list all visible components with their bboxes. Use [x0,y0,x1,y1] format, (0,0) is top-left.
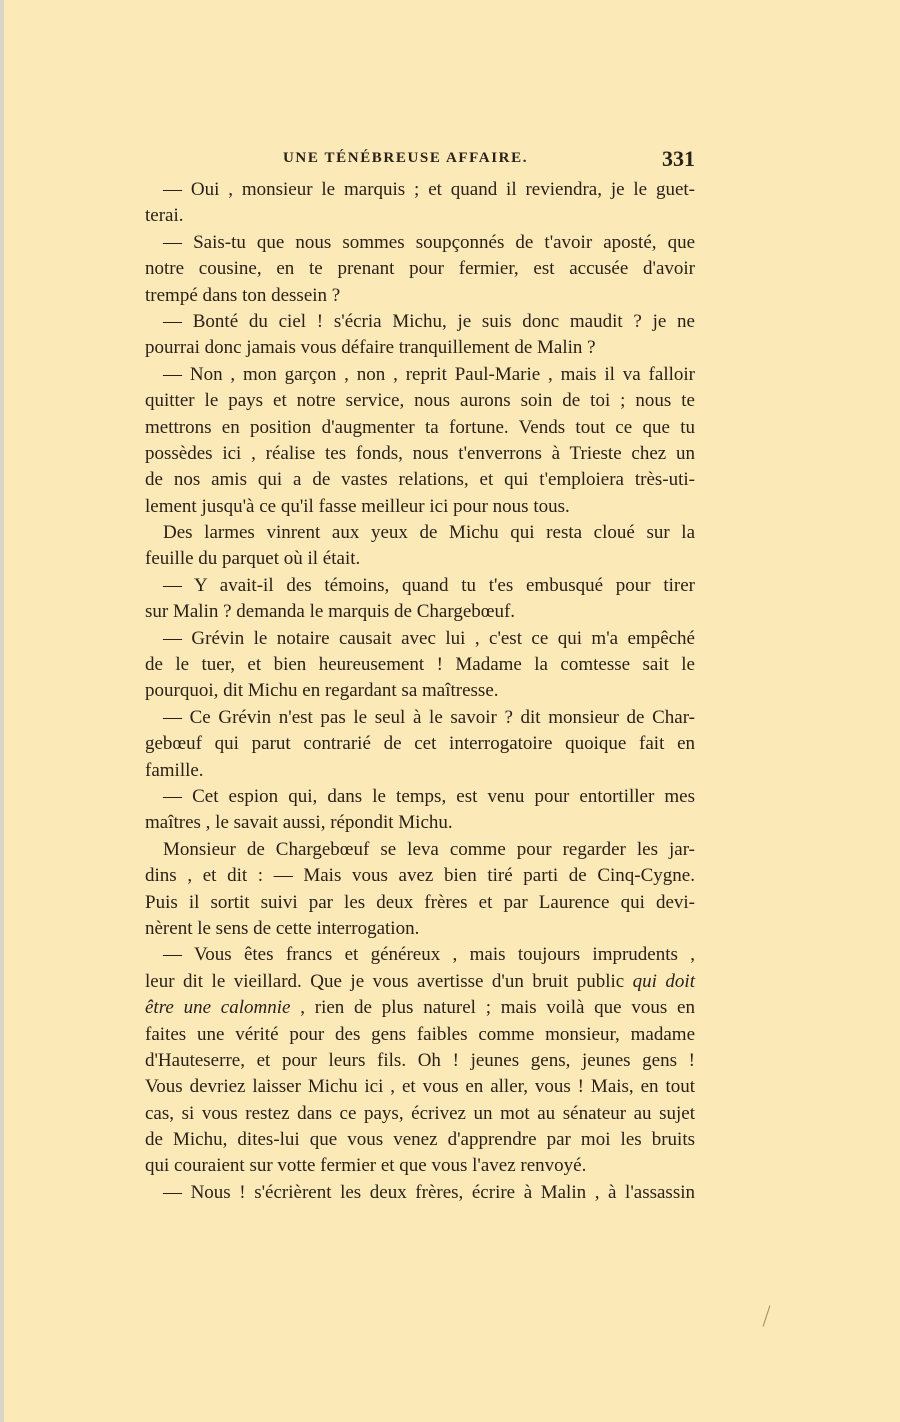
text-segment: , rien de plus naturel ; mais voilà que vous en [290,997,695,1019]
text-line: de le tuer, et bien heureusement ! Madame la comtesse sait le [145,654,695,676]
text-line: terai. [145,205,184,227]
text-segment: leur dit le vieillard. Que je vous avertisse d'un bruit public [145,970,633,992]
running-title: UNE TÉNÉBREUSE AFFAIRE. [283,150,529,166]
text-line: — Nous ! s'écrièrent les deux frères, écrire à Malin , à l'assassin [163,1181,695,1203]
text-line: gebœuf qui parut contrarié de cet interrogatoire quoique fait en [145,733,695,755]
text-line [145,969,695,995]
text-line: Monsieur de Chargebœuf se leva comme pour regarder les jar- [163,838,695,860]
text-line: dins , et dit : — Mais vous avez bien tiré parti de Cinq-Cygne. [145,865,695,887]
text-line: cas, si vous restez dans ce pays, écrivez un mot au sénateur au sujet [145,1102,695,1124]
text-line: famille. [145,759,204,781]
text-line: — Sais-tu que nous sommes soupçonnés de t'avoir aposté, que [163,231,695,253]
text-line: — Vous êtes francs et généreux , mais toujours imprudents , [163,944,695,966]
text-line: nèrent le sens de cette interrogation. [145,917,420,939]
scan-edge [0,0,4,1422]
text-line: maîtres , le savait aussi, répondit Michu. [145,812,453,834]
text-line: quitter le pays et notre service, nous aurons soin de toi ; nous te [145,390,695,412]
text-line: Puis il sortit suivi par les deux frères et par Laurence qui devi- [145,891,695,913]
page-number: 331 [662,146,695,171]
body-text [145,177,695,1206]
text-line: de Michu, dites-lui que vous venez d'apprendre par moi les bruits [145,1129,695,1151]
text-line: sur Malin ? demanda le marquis de Chargebœuf. [145,601,516,623]
text-line: — Bonté du ciel ! s'écria Michu, je suis donc maudit ? je ne [163,310,695,332]
text-line: mettrons en position d'augmenter ta fortune. Vends tout ce que tu [145,416,695,438]
text-line: qui couraient sur votte fermier et que vous l'avez renvoyé. [145,1155,587,1177]
text-line: — Y avait-il des témoins, quand tu t'es embusqué pour tirer [163,574,695,596]
text-line: — Cet espion qui, dans le temps, est venu pour entortiller mes [163,785,695,807]
text-line: — Non , mon garçon , non , reprit Paul-Marie , mais il va falloir [163,363,695,385]
text-line: — Ce Grévin n'est pas le seul à le savoir ? dit monsieur de Char- [163,706,695,728]
text-line [145,995,695,1021]
text-line: trempé dans ton dessein ? [145,284,341,306]
page-header [283,148,695,172]
text-line: pourrai donc jamais vous défaire tranquillement de Malin ? [145,337,596,359]
text-line: — Grévin le notaire causait avec lui , c'est ce qui m'a empêché [163,627,695,649]
text-line: d'Hauteserre, et pour leurs fils. Oh ! jeunes gens, jeunes gens ! [145,1049,695,1071]
text-line: — Oui , monsieur le marquis ; et quand il reviendra, je le guet- [163,179,695,200]
text-line: feuille du parquet où il était. [145,548,361,570]
text-line: pourquoi, dit Michu en regardant sa maîtresse. [145,680,499,702]
paper-mark [763,1305,771,1326]
text-line: Des larmes vinrent aux yeux de Michu qui resta cloué sur la [163,522,695,544]
text-line: notre cousine, en te prenant pour fermier, est accusée d'avoir [145,258,695,280]
text-line: faites une vérité pour des gens faibles comme monsieur, madame [145,1023,695,1045]
italic-segment: qui doit [632,970,695,992]
text-line: lement jusqu'à ce qu'il fasse meilleur ici pour nous tous. [145,495,570,517]
text-line: de nos amis qui a de vastes relations, et qui t'emploiera très-uti- [145,469,695,491]
italic-segment: être une calomnie [145,997,291,1019]
text-line: possèdes ici , réalise tes fonds, nous t'enverrons à Trieste chez un [145,442,695,464]
text-line: Vous devriez laisser Michu ici , et vous en aller, vous ! Mais, en tout [145,1076,695,1098]
